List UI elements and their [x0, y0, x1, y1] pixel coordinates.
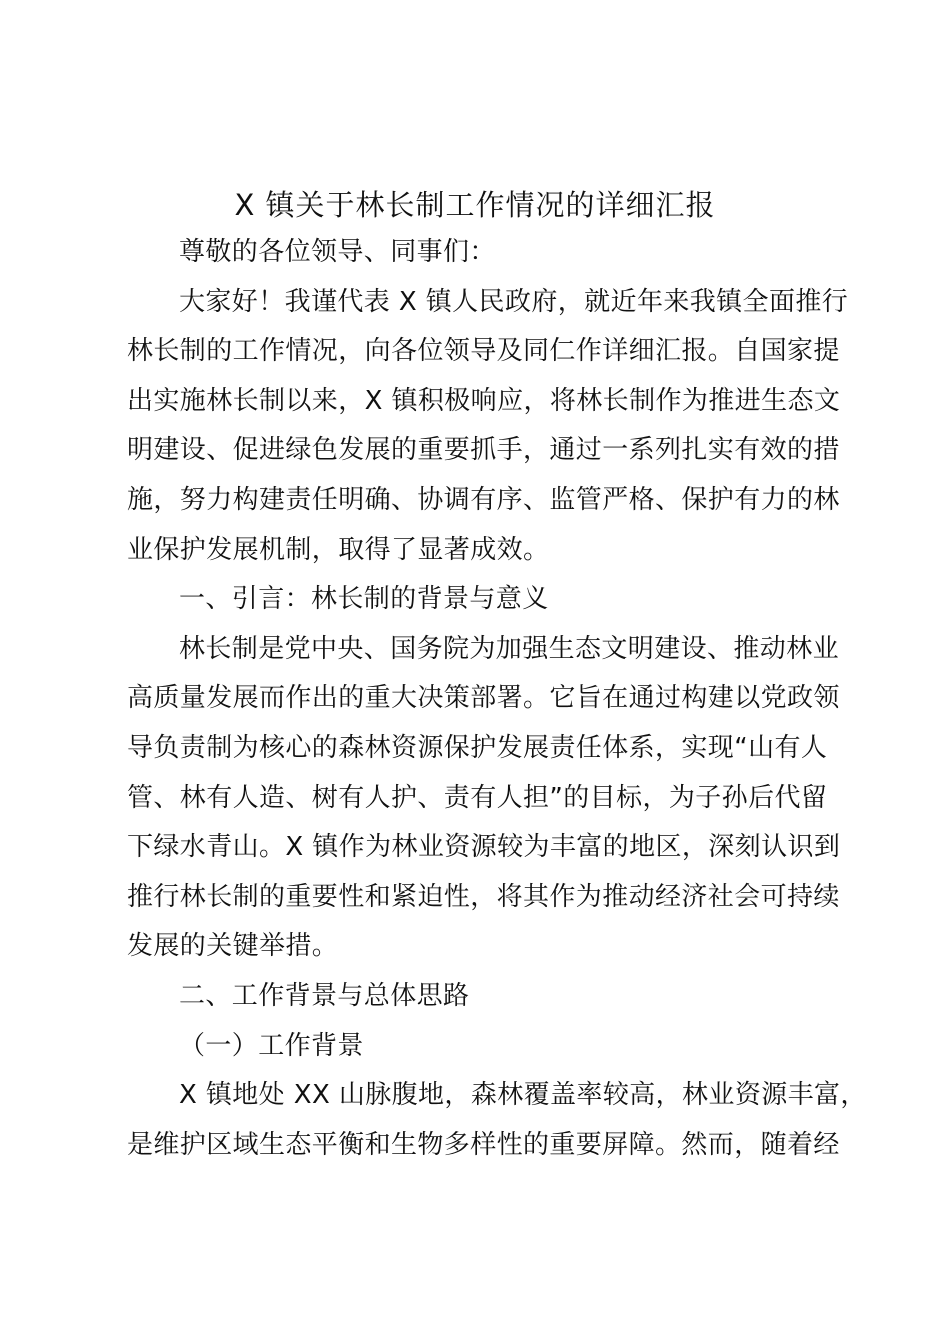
paragraph-1-line-3: 出实施林长制以来，X 镇积极响应，将林长制作为推进生态文 — [127, 385, 841, 416]
section-heading-1: 一、引言：林长制的背景与意义 — [179, 584, 549, 615]
paragraph-1-line-2: 林长制的工作情况，向各位领导及同仁作详细汇报。自国家提 — [127, 336, 840, 367]
document-title: X 镇关于林长制工作情况的详细汇报 — [234, 188, 716, 222]
paragraph-2-line-4: 管、林有人造、树有人护、责有人担”的目标，为子孙后代留 — [127, 782, 828, 813]
paragraph-1-line-5: 施，努力构建责任明确、协调有序、监管严格、保护有力的林 — [127, 484, 840, 515]
paragraph-1-line-6: 业保护发展机制，取得了显著成效。 — [127, 534, 550, 565]
paragraph-2-line-2: 高质量发展而作出的重大决策部署。它旨在通过构建以党政领 — [127, 683, 840, 714]
paragraph-3-line-2: 是维护区域生态平衡和生物多样性的重要屏障。然而，随着经 — [127, 1129, 840, 1160]
paragraph-2-line-7: 发展的关键举措。 — [127, 931, 339, 962]
section-heading-2: 二、工作背景与总体思路 — [179, 980, 470, 1011]
subsection-heading-1: （一）工作背景 — [179, 1030, 364, 1061]
paragraph-2-line-5: 下绿水青山。X 镇作为林业资源较为丰富的地区，深刻认识到 — [127, 832, 841, 863]
paragraph-2-line-6: 推行林长制的重要性和紧迫性，将其作为推动经济社会可持续 — [127, 881, 840, 912]
salutation: 尊敬的各位领导、同事们： — [179, 237, 496, 267]
paragraph-1-line-4: 明建设、促进绿色发展的重要抓手，通过一系列扎实有效的措 — [127, 435, 840, 466]
document-body — [127, 228, 867, 1170]
paragraph-2-line-3: 导负责制为核心的森林资源保护发展责任体系，实现“山有人 — [127, 732, 828, 763]
paragraph-1-line-1: 大家好！我谨代表 X 镇人民政府，就近年来我镇全面推行 — [179, 286, 849, 317]
paragraph-3-line-1: X 镇地处 XX 山脉腹地，森林覆盖率较高，林业资源丰富， — [179, 1080, 867, 1111]
paragraph-2-line-1: 林长制是党中央、国务院为加强生态文明建设、推动林业 — [179, 633, 840, 664]
